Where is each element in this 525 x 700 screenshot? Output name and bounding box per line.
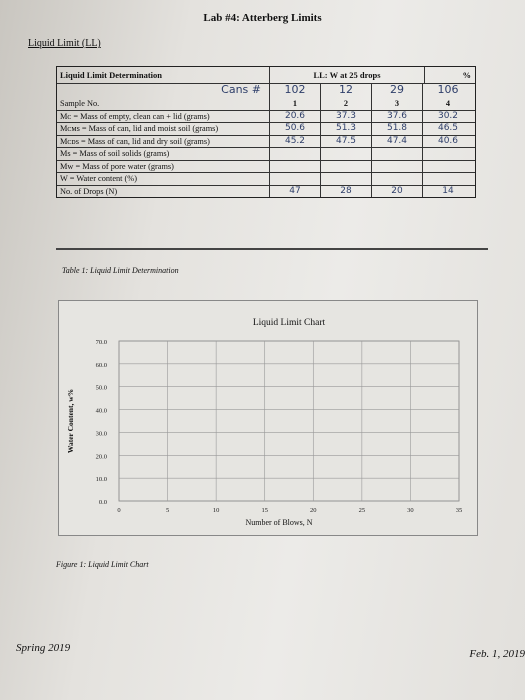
liquid-limit-table (56, 66, 476, 198)
x-tick-label: 0 (117, 507, 121, 514)
table-cell: 47.4 (371, 136, 422, 148)
table-cell: 3 (371, 98, 422, 110)
x-tick-label: 10 (212, 507, 220, 514)
table-cell: 45.2 (269, 136, 320, 148)
row-label: Sample No. (60, 99, 100, 108)
table-cell: 20.6 (269, 111, 320, 123)
y-tick-label: 70.0 (95, 339, 107, 346)
y-tick-label: 50.0 (95, 384, 107, 392)
table-cell: 51.3 (320, 123, 371, 135)
table-cell: 28 (320, 186, 371, 198)
x-tick-label: 30 (407, 507, 414, 514)
table-cell (269, 161, 320, 173)
row-label: Mᴡ = Mass of pore water (grams) (60, 161, 174, 171)
can-number: 12 (320, 84, 371, 98)
x-tick-label: 15 (261, 507, 268, 514)
y-axis-label: Water Content, w% (66, 388, 75, 454)
row-label: No. of Drops (N) (60, 186, 118, 196)
table-cell: 14 (422, 186, 473, 198)
chart-title: Liquid Limit Chart (252, 318, 326, 328)
row-label: Mᴄᴅѕ = Mass of can, lid and dry soil (grams) (60, 136, 210, 146)
table-row (57, 122, 475, 135)
table-cell: 2 (320, 98, 371, 110)
liquid-limit-chart (59, 301, 477, 535)
table-row (57, 98, 475, 110)
table-cell (371, 148, 422, 160)
table-cell (371, 173, 422, 185)
y-tick-label: 30.0 (95, 430, 107, 438)
can-number: 102 (269, 84, 320, 98)
x-axis-label: Number of Blows, N (245, 518, 313, 527)
cans-label: Cans # (221, 84, 261, 96)
ll-percent: % (424, 67, 475, 83)
row-label: Mᴄᴍѕ = Mass of can, lid and moist soil (grams) (60, 124, 219, 133)
row-label: Mѕ = Mass of soil solids (grams) (60, 149, 170, 158)
y-tick-label: 40.0 (95, 407, 107, 415)
table-cell (320, 148, 371, 160)
y-tick-label: 20.0 (95, 453, 107, 461)
row-label: W = Water content (%) (60, 174, 137, 183)
x-tick-label: 25 (358, 507, 366, 514)
figure-caption: Figure 1: Liquid Limit Chart (56, 560, 149, 569)
table-cell: 1 (269, 98, 320, 110)
y-tick-label: 60.0 (95, 361, 107, 369)
table-cell (320, 161, 371, 173)
table-cell: 47 (269, 186, 320, 198)
table-cell: 37.6 (371, 111, 422, 123)
table-cell: 47.5 (320, 136, 371, 148)
table-cell: 20 (371, 186, 422, 198)
y-tick-label: 10.0 (95, 476, 107, 484)
table-cell: 50.6 (269, 123, 320, 135)
table-cell (422, 148, 473, 160)
table-row (57, 160, 475, 173)
can-number: 106 (422, 84, 473, 98)
table-cell: 51.8 (371, 123, 422, 135)
cans-row (57, 83, 475, 98)
section-heading: Liquid Limit (LL) (28, 38, 101, 49)
table-row (57, 172, 475, 185)
table-cell: 40.6 (422, 136, 473, 148)
chart-container (58, 300, 478, 536)
table-cell (422, 173, 473, 185)
table-row (57, 110, 475, 123)
x-tick-label: 35 (455, 507, 463, 514)
plot-area (119, 341, 459, 501)
divider (56, 248, 488, 250)
can-number: 29 (371, 84, 422, 98)
table-cell: 37.3 (320, 111, 371, 123)
table-cell: 30.2 (422, 111, 473, 123)
table-cell: 4 (422, 98, 473, 110)
table-row (57, 147, 475, 160)
table-row (57, 185, 475, 198)
ll-label: LL: W at 25 drops (269, 67, 424, 83)
table-cell (269, 148, 320, 160)
table-heading: Liquid Limit Determination (60, 70, 163, 80)
row-label: Mᴄ = Mass of empty, clean can + lid (grams) (60, 111, 210, 121)
x-tick-label: 20 (310, 507, 317, 514)
table-cell (371, 161, 422, 173)
y-tick-label: 0.0 (98, 499, 107, 506)
table-cell (422, 161, 473, 173)
table-cell: 46.5 (422, 123, 473, 135)
footer-semester: Spring 2019 (16, 642, 71, 654)
x-tick-label: 5 (165, 507, 170, 514)
table-cell (320, 173, 371, 185)
table-cell (269, 173, 320, 185)
table-caption: Table 1: Liquid Limit Determination (62, 266, 179, 275)
table-row (57, 135, 475, 148)
page-title: Lab #4: Atterberg Limits (203, 12, 322, 24)
footer-date: Feb. 1, 2019 (469, 648, 525, 660)
table-header-row (57, 67, 475, 83)
